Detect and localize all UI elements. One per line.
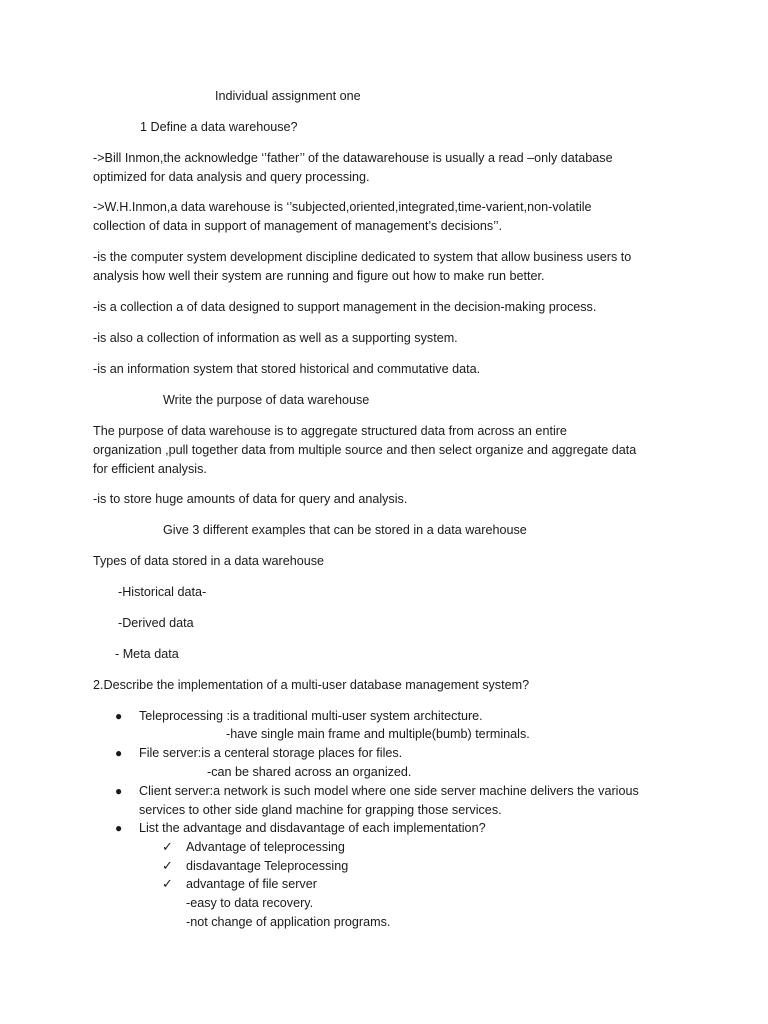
check-item: disdavantage Teleprocessing	[186, 859, 349, 873]
paragraph-line: ->Bill Inmon,the acknowledge ‘’father’’ of the datawarehouse is usually a read –only database	[93, 151, 613, 165]
data-type-item: -Derived data	[118, 616, 194, 630]
paragraph-line: -is the computer system development discipline dedicated to system that allow business users to	[93, 250, 632, 264]
bullet-icon: ●	[115, 821, 123, 835]
question-1-heading: 1 Define a data warehouse?	[140, 120, 298, 134]
paragraph-line: -is also a collection of information as well as a supporting system.	[93, 331, 458, 345]
bullet-icon: ●	[115, 746, 123, 760]
paragraph-line: for efficient analysis.	[93, 462, 207, 476]
document-title: Individual assignment one	[215, 89, 361, 103]
paragraph-line: analysis how well their system are running and figure out how to make run better.	[93, 269, 545, 283]
data-type-item: - Meta data	[115, 647, 179, 661]
paragraph-line: optimized for data analysis and query processing.	[93, 170, 370, 184]
bullet-item: services to other side gland machine for grapping those services.	[139, 803, 502, 817]
paragraph-line: organization ,pull together data from multiple source and then select organize and aggregate data	[93, 443, 637, 457]
bullet-item: Teleprocessing :is a traditional multi-user system architecture.	[139, 709, 483, 723]
paragraph-line: -is a collection a of data designed to support management in the decision-making process.	[93, 300, 597, 314]
purpose-heading: Write the purpose of data warehouse	[163, 393, 370, 407]
checkmark-icon: ✓	[162, 839, 173, 854]
bullet-icon: ●	[115, 784, 123, 798]
bullet-item: Client server:a network is such model where one side server machine delivers the various	[139, 784, 639, 798]
check-item: Advantage of teleprocessing	[186, 840, 345, 854]
bullet-subitem: -have single main frame and multiple(bumb) terminals.	[226, 727, 530, 741]
checkmark-icon: ✓	[162, 858, 173, 873]
data-type-item: -Historical data-	[118, 585, 207, 599]
checkmark-icon: ✓	[162, 876, 173, 891]
question-2-heading: 2.Describe the implementation of a multi-user database management system?	[93, 678, 530, 692]
paragraph-line: -is an information system that stored historical and commutative data.	[93, 362, 481, 376]
bullet-subitem: -can be shared across an organized.	[207, 765, 412, 779]
paragraph-line: collection of data in support of management of management’s decisions’’.	[93, 219, 503, 233]
check-item: advantage of file server	[186, 877, 317, 891]
types-heading: Types of data stored in a data warehouse	[93, 554, 325, 568]
paragraph-line: The purpose of data warehouse is to aggregate structured data from across an entire	[93, 424, 567, 438]
bullet-item: File server:is a centeral storage places for files.	[139, 746, 403, 760]
bullet-icon: ●	[115, 709, 123, 723]
paragraph-line: -is to store huge amounts of data for query and analysis.	[93, 492, 408, 506]
examples-heading: Give 3 different examples that can be stored in a data warehouse	[163, 523, 527, 537]
check-subitem: -not change of application programs.	[186, 915, 391, 929]
check-subitem: -easy to data recovery.	[186, 896, 314, 910]
bullet-item: List the advantage and disdavantage of each implementation?	[139, 821, 486, 835]
paragraph-line: ->W.H.Inmon,a data warehouse is ‘’subjected,oriented,integrated,time-varient,non-volatile	[93, 200, 592, 214]
